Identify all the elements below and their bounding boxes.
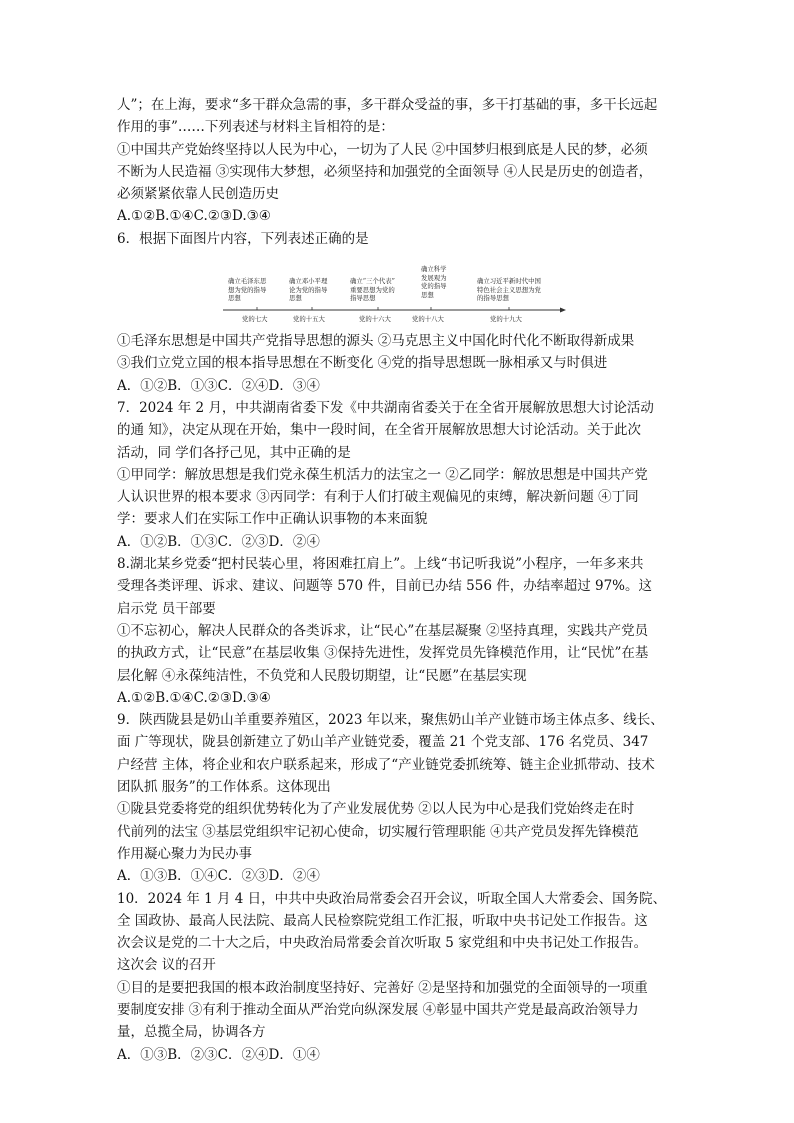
text-line: ①毛泽东思想是中国共产党指导思想的源头 ②马克思主义中国化时代化不断取得新成果: [117, 333, 635, 350]
text-line: 团队抓 服务”的工作体系。这体现出: [117, 779, 331, 796]
text-line: ③我们立党立国的根本指导思想在不断变化 ④党的指导思想既一脉相承又与时俱进: [117, 355, 608, 372]
text-line: 人认识世界的根本要求 ③丙同学：有利于人们打破主观偏见的束缚，解决新问题 ④丁同: [117, 489, 639, 506]
question-8: [117, 553, 677, 709]
timeline-box-text: 思想: [228, 294, 241, 303]
question-6: [117, 228, 677, 397]
timeline-box-text: 特色社会主义思想为党: [477, 285, 541, 294]
timeline-label: 党的七大: [242, 315, 268, 324]
text-line: 户经营 主体，将企业和农户联系起来，形成了“产业链党委抓统筹、链主企业抓带动、技术: [117, 756, 655, 773]
answer-options: A．①③B．②③C．②④D．①④: [117, 1046, 320, 1063]
answer-options: A．①②B．①③C．②③D．②④: [117, 533, 320, 550]
text-line: 次会议是党的二十大之后，中央政治局常委会首次听取 5 家党组和中央书记处工作报告。: [117, 935, 648, 952]
answer-options: A．①②B．①③C．②④D．③④: [117, 377, 320, 394]
question-5: [117, 94, 677, 228]
text-line: 启示党 员干部要: [117, 600, 216, 617]
timeline-box-text: 想为党的指导: [228, 285, 267, 294]
text-line: 全 国政协、最高人民法院、最高人民检察院党组工作汇报，听取中央书记处工作报告。这: [117, 912, 648, 929]
timeline-box-text: 确立邓小平理: [289, 277, 328, 286]
answer-options: A.①②B.①④C.②③D.③④: [117, 689, 271, 706]
timeline-box-text: 发展观为: [421, 273, 447, 282]
answer-options: A．①③B．①④C．②③D．②④: [117, 868, 320, 885]
timeline-label: 党的十五大: [293, 315, 325, 324]
timeline-box-text: 思想: [421, 290, 434, 299]
text-line: 受理各类评理、诉求、建议、问题等 570 件，目前已办结 556 件，办结率超过 97%。这: [117, 578, 652, 595]
text-line: 这次会 议的召开: [117, 957, 216, 974]
text-line: 量，总揽全局，协调各方: [117, 1024, 266, 1041]
timeline-label: 党的十九大: [490, 315, 522, 324]
text-line: ①甲同学：解放思想是我们党永葆生机活力的法宝之一 ②乙同学：解放思想是中国共产党: [117, 466, 648, 483]
text-line: 不断为人民造福 ③实现伟大梦想，必须坚持和加强党的全面领导 ④人民是历史的创造者，: [117, 163, 653, 180]
question-7: [117, 397, 677, 553]
text-line: ①陇县党委将党的组织优势转化为了产业发展优势 ②以人民为中心是我们党始终走在时: [117, 801, 635, 818]
text-line: 活动，同 学们各抒己见，其中正确的是: [117, 444, 351, 461]
text-line: 的执政方式，让“民意”在基层收集 ③保持先进性，发挥党员先锋模范作用，让“民忧”在基: [117, 645, 649, 662]
question-10: [117, 888, 677, 1066]
timeline-box-3: [350, 277, 395, 303]
answer-options: A.①②B.①④C.②③D.③④: [117, 208, 271, 225]
text-line: ①不忘初心，解决人民群众的各类诉求，让“民心”在基层凝聚 ②坚持真理，实践共产党员: [117, 622, 649, 639]
text-line: 面 广等现状，陇县创新建立了奶山羊产业链党委，覆盖 21 个党支部、176 名党员、347: [117, 734, 649, 751]
document-page: [117, 94, 677, 1066]
timeline-figure: [220, 255, 570, 325]
timeline-box-text: 党的指导: [421, 282, 447, 291]
timeline-box-text: 指导思想: [350, 294, 376, 303]
timeline-box-text: 确立科学: [421, 265, 447, 274]
timeline-box-text: 的指导思想: [477, 294, 509, 303]
timeline-label: 党的十八大: [412, 315, 444, 324]
text-line: ①中国共产党始终坚持以人民为中心，一切为了人民 ②中国梦归根到底是人民的梦，必须: [117, 141, 648, 158]
text-line: 作用凝心聚力为民办事: [117, 845, 252, 862]
text-line: ①目的是要把我国的根本政治制度坚持好、完善好 ②是坚持和加强党的全面领导的一项重: [117, 979, 648, 996]
text-line: 必须紧紧依靠人民创造历史: [117, 186, 279, 203]
text-line: 的通 知》，决定从现在开始，集中一段时间，在全省开展解放思想大讨论活动。关于此次: [117, 422, 642, 439]
timeline-box-text: 确立毛泽东思: [228, 277, 267, 286]
timeline-box-text: 重要思想为党的: [350, 285, 395, 294]
text-line: 9．陕西陇县是奶山羊重要养殖区，2023 年以来，聚焦奶山羊产业链市场主体点多、线长、: [117, 712, 664, 729]
text-line: 层化解 ④永葆纯洁性，不负党和人民殷切期望，让“民愿”在基层实现: [117, 667, 527, 684]
text-line: 人”；在上海，要求“多干群众急需的事，多干群众受益的事，多干打基础的事，多干长远起: [117, 97, 658, 113]
timeline-box-text: 确立习近平新时代中国: [477, 277, 541, 286]
text-line: 代前列的法宝 ③基层党组织牢记初心使命，切实履行管理职能 ④共产党员发挥先锋模范: [117, 823, 639, 840]
text-line: 学：要求人们在实际工作中正确认识事物的本来面貌: [117, 511, 428, 528]
timeline-box-text: 思想: [289, 294, 302, 303]
timeline-box-5: [477, 277, 541, 303]
timeline-label: 党的十六大: [359, 315, 391, 324]
text-line: 7．2024 年 2 月，中共湖南省委下发《中共湖南省委关于在全省开展解放思想大讨论活动: [117, 399, 654, 416]
timeline-box-1: [228, 277, 266, 303]
text-line: 10．2024 年 1 月 4 日，中共中央政治局常委会召开会议，听取全国人大常委会、国务院、: [117, 890, 667, 907]
timeline-box-text: 确立“三个代表”: [350, 277, 395, 286]
text-line: 要制度安排 ③有利于推动全面从严治党向纵深发展 ④彰显中国共产党是最高政治领导力: [117, 1001, 639, 1018]
question-stem: 6．根据下面图片内容，下列表述正确的是: [117, 230, 369, 247]
text-line: 8.湖北某乡党委“把村民装心里，将困难扛肩上”。上线“书记听我说”小程序，一年多来共: [117, 556, 644, 573]
timeline-box-text: 论为党的指导: [289, 285, 328, 294]
timeline-box-4: [421, 265, 447, 299]
timeline-box-2: [289, 277, 327, 303]
question-9: [117, 709, 677, 887]
text-line: 作用的事”……下列表述与材料主旨相符的是：: [117, 119, 394, 136]
